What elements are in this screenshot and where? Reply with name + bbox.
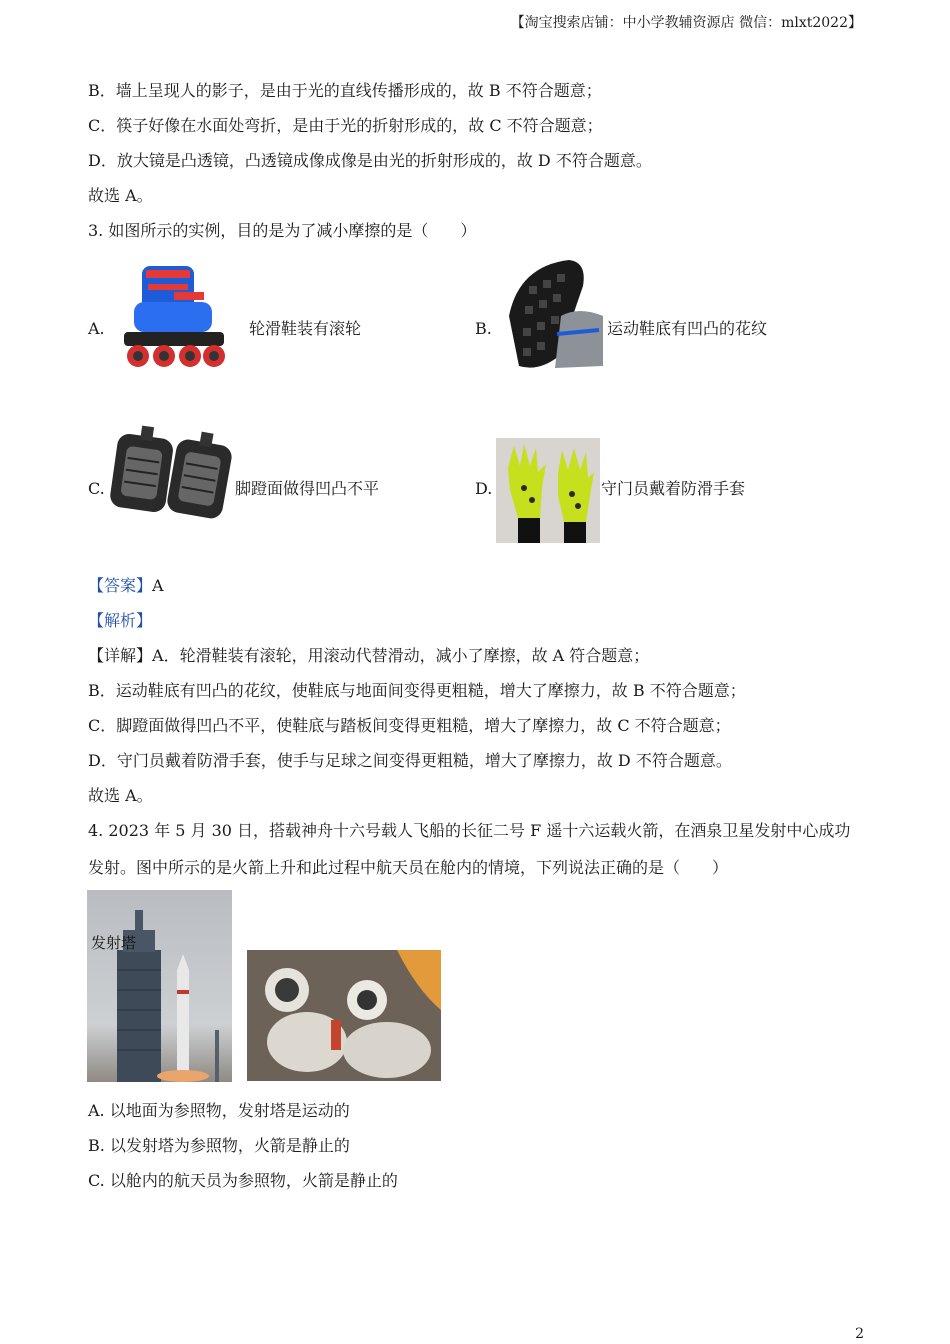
prev-option-d: D．放大镜是凸透镜，凸透镜成像成像是由光的折射形成的，故 D 不符合题意。 [88,151,652,170]
q3-option-c-text: 脚蹬面做得凹凸不平 [235,479,380,498]
prev-choice: 故选 A。 [88,186,153,205]
q3-option-d-text: 守门员戴着防滑手套 [601,479,746,498]
q4-stem-line-1: 4. 2023 年 5 月 30 日，搭载神舟十六号载人飞船的长征二号 F 遥十六运载火箭，在酒泉卫星发射中心成功 [88,821,851,840]
q3-option-b-text: 运动鞋底有凹凸的花纹 [607,319,768,338]
page-header: 【淘宝搜索店铺：中小学教辅资源店 微信：mlxt2022】 [510,15,862,31]
q3-option-a-letter: A. [88,319,105,338]
q4-option-a: A. 以地面为参照物，发射塔是运动的 [88,1101,350,1120]
inline-skate-image [114,262,240,374]
q3-stem: 3. 如图所示的实例，目的是为了减小摩擦的是（ ） [88,221,477,240]
astronauts-cabin-image [247,950,441,1081]
q4-option-c: C. 以舱内的航天员为参照物，火箭是静止的 [88,1171,398,1190]
q3-option-b-letter: B. [475,319,492,338]
q3-choice: 故选 A。 [88,786,153,805]
detail-b: B．运动鞋底有凹凸的花纹，使鞋底与地面间变得更粗糙，增大了摩擦力，故 B 不符合题意； [88,681,746,700]
q3-answer-line [88,575,164,597]
detail-a: A．轮滑鞋装有滚轮，用滚动代替滑动，减小了摩擦，故 A 符合题意； [152,646,650,665]
detail-tag: 【详解】 [88,646,153,665]
q4-option-b: B. 以发射塔为参照物，火箭是静止的 [88,1136,350,1155]
prev-option-b: B．墙上呈现人的影子，是由于光的直线传播形成的，故 B 不符合题意； [88,81,602,100]
q4-stem-line-2: 发射。图中所示的是火箭上升和此过程中航天员在舱内的情境，下列说法正确的是（ ） [88,858,729,877]
launch-tower-image [87,890,232,1082]
detail-c: C．脚蹬面做得凹凸不平，使鞋底与踏板间变得更粗糙，增大了摩擦力，故 C 不符合题意； [88,716,731,735]
q3-option-a-text: 轮滑鞋装有滚轮 [249,319,362,338]
q3-detail-a-line [88,645,649,667]
answer-value: A [152,576,164,595]
prev-option-c: C．筷子好像在水面处弯折，是由于光的折射形成的，故 C 不符合题意； [88,116,603,135]
page-number: 2 [855,1326,864,1342]
goalkeeper-gloves-image [496,438,600,543]
detail-d: D．守门员戴着防滑手套，使手与足球之间变得更粗糙，增大了摩擦力，故 D 不符合题意。 [88,751,732,770]
launch-tower-label: 发射塔 [91,934,137,952]
q3-option-c-letter: C. [88,479,105,498]
analysis-tag: 【解析】 [88,611,153,630]
q3-option-d-letter: D. [475,479,493,498]
sport-shoe-image [499,256,605,374]
answer-tag: 【答案】 [88,576,153,595]
bike-pedals-image [108,418,234,522]
